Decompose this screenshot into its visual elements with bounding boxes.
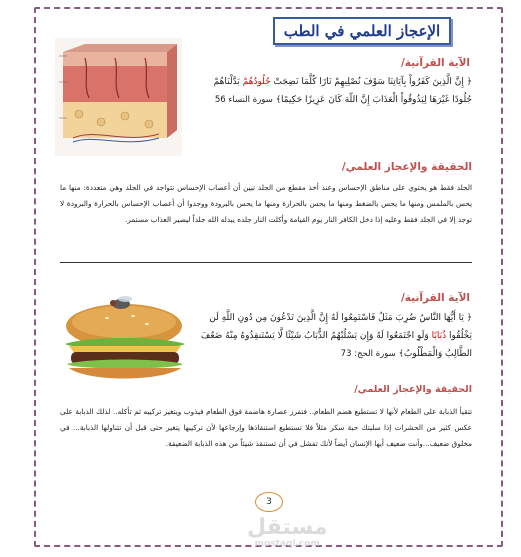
verse-2-start: ﴿ يَا أَيُّهَا النَّاسُ ضُرِبَ مَثَلٌ فَاسْتَمِعُوا لَهُ إِنَّ الَّذِينَ تَدْعُونَ مِن دُونِ اللَّهِ لَن يَخْلُقُوا: [209, 313, 472, 341]
verse-1: [192, 73, 472, 109]
verse-1-end: بَدَّلْنَاهُمْ جُلُودًا غَيْرَهَا لِيَذُوقُواْ الْعَذَابَ إِنَّ اللّهَ كَانَ عَزِيزًا حَكِيمًا﴾: [213, 77, 472, 105]
fact-text-1: الجلد فقط هو يحتوي على مناطق الإحساس وعند أخذ مقطع من الجلد تبين أن أعصاب الإحساس تتواجد في الجلد وهي متعددة: منها ما يحس بالملمس ومنها ما يحس بالضغط ومنها ما يحس بالحرارة ومنها ما يحس بالبرودة ووجدوا أن أعصاب الإحساس بالحرارة والبرودة لا توجد إلا في الجلد فقط وعليه إذا دخل الكافر النار يوم القيامة وأكلت النار جلده يبدله الله جلداً ليصير العذاب مستمر.: [60, 183, 472, 224]
page-number: 3: [255, 492, 283, 512]
verse-2: [196, 309, 472, 363]
watermark-latin: mostaql.com: [254, 539, 320, 549]
fact-heading-1: الحقيقة والإعجاز العلمي/: [341, 161, 472, 173]
verse-2-reference: سورة الحج: 73: [340, 349, 396, 359]
page-title: الإعجاز العلمي في الطب: [283, 22, 441, 40]
fact-text-2: تتقيأ الذبابة على الطعام لأنها لا تستطيع هضم الطعام.. فتفرز عصارة هاضمة فوق الطعام فيذوب ويتغير تركيبه ثم تأكله.. لذلك الذبابة على عكس كثير من الحشرات إذا سلبتك حبة سكر مثلاً فلا تستطيع استنقاذها وإرجاعها لأن تركيبها يتغير حتى قبل أن تتناولها الذبابة... في مخلوق ضعيف...وأنت ضعيف أيها الإنسان أيضاً لأنك تفشل في أن تستنقذ شيئاً من هذه الذبابة الضعيفة.: [60, 407, 472, 448]
section-divider: [60, 262, 472, 263]
verse-heading-1: الآية القرآنية/: [400, 57, 470, 69]
verse-heading-2: الآية القرآنية/: [400, 292, 470, 304]
watermark-logo: [247, 517, 327, 549]
title-box: [273, 17, 451, 45]
fact-heading-2: الحقيقة والإعجاز العلمي/: [354, 384, 472, 395]
verse-2-end: وَلَوِ اجْتَمَعُوا لَهُ وَإِن يَسْلُبْهُمُ الذُّبَابُ شَيْئًا لَّا يَسْتَنقِذُوهُ مِنْهُ ضَعُفَ الطَّالِبُ وَالْمَطْلُوبُ﴾: [201, 331, 472, 359]
verse-1-reference: سورة النساء 56: [214, 95, 273, 105]
watermark-arabic: مستقل: [247, 515, 328, 540]
verse-2-highlight: ذُبَابًا: [431, 331, 447, 341]
verse-1-start: ﴿ إِنَّ الَّذِينَ كَفَرُواْ بِآيَاتِنَا سَوْفَ نُصْلِيهِمْ نَارًا كُلَّمَا نَضِجَتْ: [273, 77, 472, 87]
skin-cross-section-image: [55, 38, 182, 156]
verse-1-highlight: جُلُودُهُمْ: [242, 77, 271, 87]
burger-with-fly-image: [57, 292, 192, 389]
